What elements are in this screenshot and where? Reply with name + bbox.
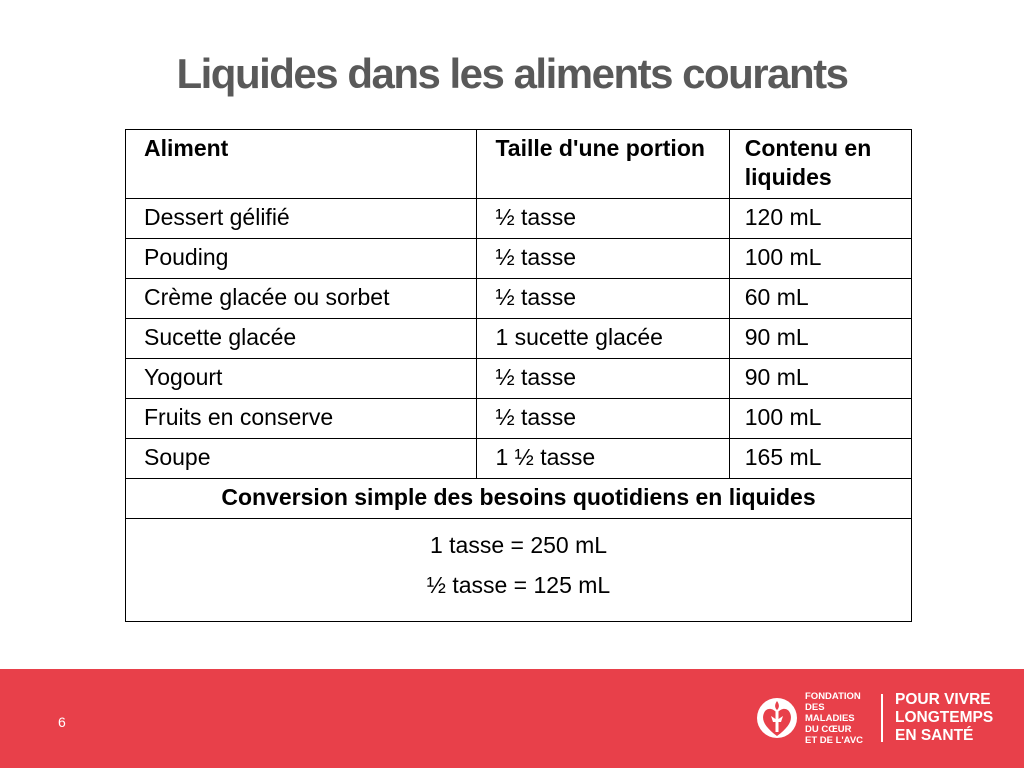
cell-portion: ½ tasse xyxy=(477,359,729,399)
logo-divider xyxy=(881,694,883,742)
org-line: DU CŒUR xyxy=(805,723,852,735)
conversion-cell xyxy=(126,519,912,622)
heart-torch-logo-icon xyxy=(755,692,799,744)
cell-aliment: Fruits en conserve xyxy=(126,399,477,439)
cell-contenu: 100 mL xyxy=(729,399,911,439)
cell-aliment: Soupe xyxy=(126,439,477,479)
slogan-line: EN SANTÉ xyxy=(895,727,974,744)
org-line: FONDATION xyxy=(805,690,861,702)
conversion-line-1: 1 tasse = 250 mL xyxy=(429,532,608,558)
cell-aliment: Crème glacée ou sorbet xyxy=(126,279,477,319)
table-header-row xyxy=(126,130,912,199)
foundation-name xyxy=(805,691,875,746)
table-row xyxy=(126,239,912,279)
slide-title: Liquides dans les aliments courants xyxy=(176,50,848,97)
conversion-header-row xyxy=(126,479,912,519)
table-row xyxy=(126,199,912,239)
table-row xyxy=(126,279,912,319)
cell-portion: 1 sucette glacée xyxy=(477,319,729,359)
cell-contenu: 165 mL xyxy=(729,439,911,479)
footer-band xyxy=(0,669,1024,768)
header-aliment: Aliment xyxy=(126,130,477,199)
table-row xyxy=(126,319,912,359)
liquids-table xyxy=(125,129,912,622)
cell-portion: ½ tasse xyxy=(477,279,729,319)
page-number: 6 xyxy=(58,714,66,730)
slogan xyxy=(895,691,993,745)
org-line: ET DE L'AVC xyxy=(805,734,864,746)
cell-portion: ½ tasse xyxy=(477,199,729,239)
cell-aliment: Dessert gélifié xyxy=(126,199,477,239)
conversion-body-row xyxy=(126,519,912,622)
cell-portion: ½ tasse xyxy=(477,239,729,279)
table-row xyxy=(126,399,912,439)
cell-contenu: 60 mL xyxy=(729,279,911,319)
cell-aliment: Yogourt xyxy=(126,359,477,399)
table-row xyxy=(126,439,912,479)
slogan-line: LONGTEMPS xyxy=(895,709,994,726)
foundation-logo xyxy=(755,692,993,744)
cell-contenu: 90 mL xyxy=(729,359,911,399)
conversion-title: Conversion simple des besoins quotidiens en liquides xyxy=(126,479,912,519)
cell-aliment: Pouding xyxy=(126,239,477,279)
header-portion: Taille d'une portion xyxy=(477,130,729,199)
cell-contenu: 90 mL xyxy=(729,319,911,359)
cell-aliment: Sucette glacée xyxy=(126,319,477,359)
org-line: DES MALADIES xyxy=(805,701,855,724)
cell-contenu: 120 mL xyxy=(729,199,911,239)
slogan-line: POUR VIVRE xyxy=(895,691,991,708)
cell-contenu: 100 mL xyxy=(729,239,911,279)
table-row xyxy=(126,359,912,399)
cell-portion: 1 ½ tasse xyxy=(477,439,729,479)
cell-portion: ½ tasse xyxy=(477,399,729,439)
header-contenu: Contenu en liquides xyxy=(729,130,911,199)
conversion-line-2: ½ tasse = 125 mL xyxy=(426,572,611,598)
